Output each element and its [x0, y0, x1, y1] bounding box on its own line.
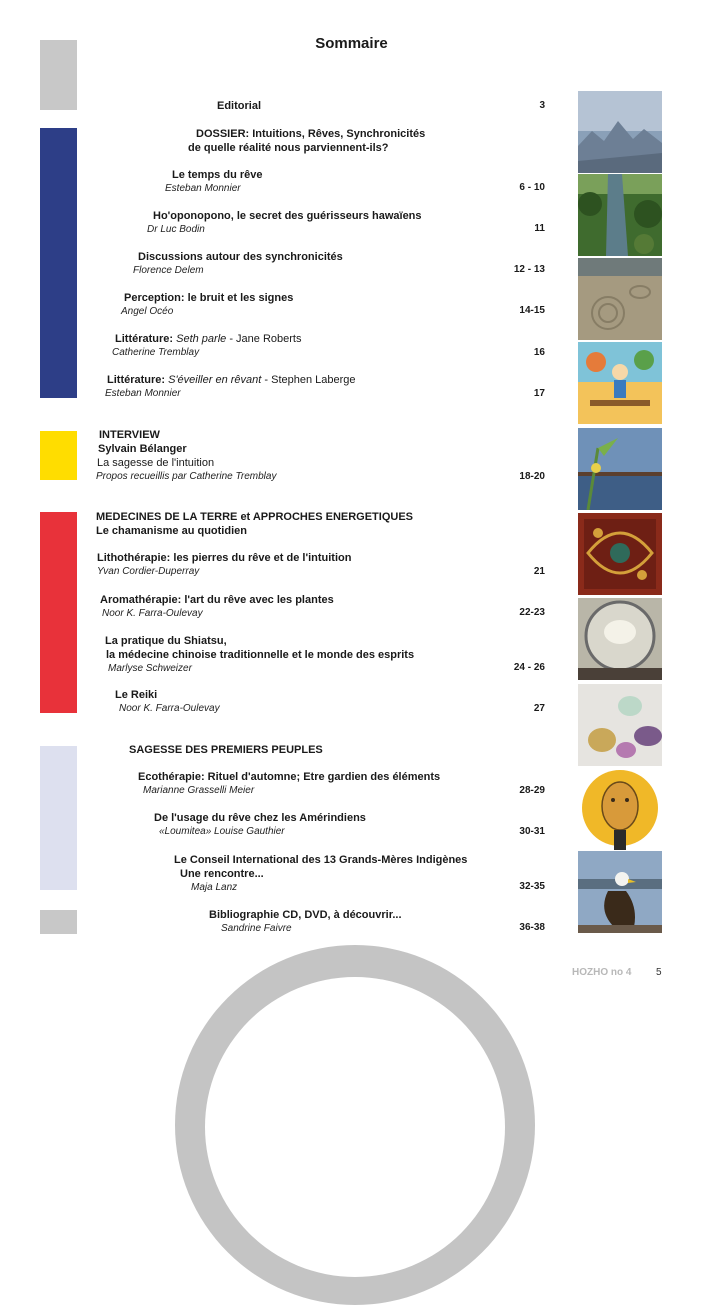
flower-sea-image [578, 428, 662, 510]
gemstones-image [578, 684, 662, 766]
toc-entry-editorial[interactable] [217, 99, 261, 113]
page-ref: 14-15 [519, 305, 545, 316]
page-ref: 36-38 [519, 922, 545, 933]
entry-title-line2: Sylvain Bélanger [98, 443, 187, 455]
entry-title-line2: Le chamanisme au quotidien [96, 525, 247, 537]
entry-title: Le Conseil International des 13 Grands-Mères Indigènes [174, 854, 468, 866]
entry-title: Lithothérapie: les pierres du rêve et de l'intuition [97, 552, 352, 564]
mountain-landscape-image [578, 91, 662, 173]
entry-title: Littérature: Seth parle - Jane Roberts [115, 333, 302, 345]
decorative-arc-inner [205, 977, 505, 1277]
entry-title: De l'usage du rêve chez les Amérindiens [154, 812, 366, 824]
toc-entry-perception[interactable] [121, 291, 294, 319]
color-bar-lavender [40, 746, 77, 890]
entry-title: Le temps du rêve [172, 169, 263, 181]
eagle-image [578, 851, 662, 933]
entry-title: MEDECINES DE LA TERRE et APPROCHES ENERGETIQUES [96, 511, 414, 523]
entry-title: Discussions autour des synchronicités [138, 251, 343, 263]
page-ref: 11 [534, 223, 545, 234]
entry-author: Marianne Grasselli Meier [143, 785, 255, 796]
toc-entry-litterature-seth[interactable] [112, 332, 302, 360]
toc-entry-aromatherapie[interactable] [100, 593, 334, 621]
entry-title-line2: Une rencontre... [180, 868, 264, 880]
entry-title: Editorial [217, 100, 262, 112]
page-ref: 27 [533, 703, 545, 714]
toc-entry-reiki[interactable] [115, 688, 220, 716]
entry-author: «Loumitea» Louise Gauthier [159, 826, 285, 837]
page-ref: 6 - 10 [519, 182, 545, 193]
entry-title: INTERVIEW [99, 429, 160, 441]
page-ref: 17 [533, 388, 545, 399]
page-number: 5 [656, 967, 662, 978]
ornamental-pattern-image [578, 513, 662, 595]
meditation-illustration-image [578, 342, 662, 424]
entry-author: Florence Delem [133, 265, 204, 276]
entry-author: Angel Océo [121, 306, 174, 317]
page-title: Sommaire [315, 35, 388, 52]
entry-title: Le Reiki [115, 689, 158, 701]
color-bar-yellow [40, 431, 77, 480]
entry-author: Esteban Monnier [165, 183, 241, 194]
entry-title-line2: de quelle réalité nous parviennent-ils? [188, 142, 389, 154]
entry-title: Ecothérapie: Rituel d'automne; Etre gardien des éléments [138, 771, 441, 783]
toc-entry-temps-du-reve[interactable] [165, 168, 263, 196]
toc-entry-shiatsu[interactable] [105, 634, 414, 676]
toc-entry-lithotherapie[interactable] [97, 551, 351, 579]
entry-title: Bibliographie CD, DVD, à découvrir... [209, 909, 402, 921]
entry-title: La pratique du Shiatsu, [105, 635, 227, 647]
page-ref: 12 - 13 [513, 264, 545, 275]
entry-author: Propos recueillis par Catherine Tremblay [96, 471, 277, 482]
entry-author: Esteban Monnier [105, 388, 181, 399]
entry-title: Littérature: S'éveiller en rêvant - Stephen Laberge [107, 374, 356, 386]
crystal-bowl-image [578, 598, 662, 680]
forest-stream-image [578, 174, 662, 256]
color-bar-blue [40, 128, 77, 398]
color-bar-gray-bottom [40, 910, 77, 934]
toc-entry-synchronicites[interactable] [133, 250, 343, 278]
entry-subtitle: La sagesse de l'intuition [97, 457, 215, 469]
entry-title: Ho'oponopono, le secret des guérisseurs hawaïens [153, 210, 422, 222]
toc-entry-hooponopono[interactable] [147, 209, 422, 237]
entry-author: Maja Lanz [191, 882, 238, 893]
entry-author: Dr Luc Bodin [147, 224, 205, 235]
entry-author: Marlyse Schweizer [108, 663, 192, 674]
toc-entry-bibliographie[interactable] [209, 908, 402, 936]
toc-entry-sagesse[interactable] [129, 743, 323, 757]
entry-author: Noor K. Farra-Oulevay [102, 608, 203, 619]
page-ref: 16 [533, 347, 545, 358]
entry-title: DOSSIER: Intuitions, Rêves, Synchronicités [196, 128, 426, 140]
entry-title: Perception: le bruit et les signes [124, 292, 294, 304]
toc-entry-interview[interactable] [96, 428, 277, 484]
toc-entry-medecines[interactable] [96, 510, 413, 538]
toc-entry-ecotherapie[interactable] [138, 770, 440, 798]
sand-circles-image [578, 258, 662, 340]
page-ref: 22-23 [519, 607, 545, 618]
page-ref: 30-31 [519, 826, 545, 837]
native-elder-illustration-image [578, 768, 662, 850]
entry-author: Yvan Cordier-Duperray [97, 566, 200, 577]
page-ref: 24 - 26 [513, 662, 545, 673]
toc-entry-amerindiens[interactable] [154, 811, 366, 839]
page-ref: 18-20 [519, 471, 545, 482]
entry-author: Sandrine Faivre [221, 923, 292, 934]
entry-title: SAGESSE DES PREMIERS PEUPLES [129, 744, 323, 756]
entry-author: Noor K. Farra-Oulevay [119, 703, 220, 714]
toc-entry-dossier[interactable] [188, 127, 426, 155]
toc-entry-grands-meres[interactable] [174, 853, 467, 895]
color-bar-red [40, 512, 77, 713]
page-ref: 28-29 [519, 785, 545, 796]
toc-entry-litterature-laberge[interactable] [107, 373, 356, 401]
page-ref: 3 [539, 100, 545, 111]
page-ref: 21 [533, 566, 545, 577]
entry-author: Catherine Tremblay [112, 347, 200, 358]
entry-title-line2: la médecine chinoise traditionnelle et le monde des esprits [106, 649, 415, 661]
page-ref: 32-35 [519, 881, 545, 892]
entry-title: Aromathérapie: l'art du rêve avec les plantes [100, 594, 334, 606]
magazine-name: HOZHO no 4 [572, 967, 632, 978]
